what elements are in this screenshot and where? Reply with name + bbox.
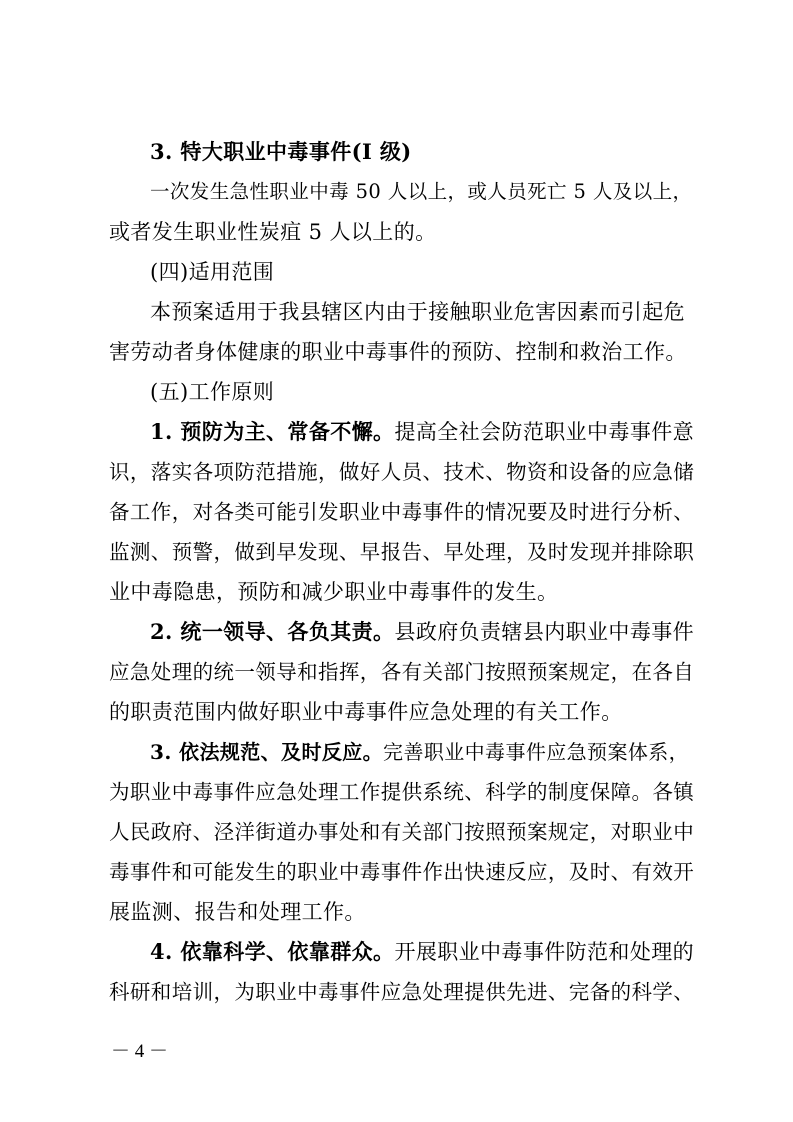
principle-3-line: 展监测、报告和处理工作。 (109, 900, 366, 924)
principle-1-line: 识，落实各项防范措施，做好人员、技术、物资和设备的应急储 (109, 460, 695, 484)
scope-body-line-2: 害劳动者身体健康的职业中毒事件的预防、控制和救治工作。 (109, 340, 687, 364)
principle-4-text: 开展职业中毒事件防范和处理的 (394, 940, 695, 964)
heading-level1-severity: 3. 特大职业中毒事件(I 级) (150, 139, 412, 164)
principle-3-line: 为职业中毒事件应急处理工作提供系统、科学的制度保障。各镇 (109, 780, 695, 804)
level1-definition-line-2: 或者发生职业性炭疽 5 人以上的。 (109, 220, 437, 244)
principle-4-title: 4. 依靠科学、依靠群众。 (150, 939, 395, 964)
principle-4-line: 科研和培训，为职业中毒事件应急处理提供先进、完备的科学、 (109, 980, 695, 1004)
scope-body-line-1: 本预案适用于我县辖区内由于接触职业危害因素而引起危 (150, 300, 685, 324)
principle-1-first-line (150, 418, 694, 446)
principle-2-title: 2. 统一领导、各负其责。 (150, 619, 395, 644)
principle-4-first-line (150, 938, 694, 966)
principle-1-line: 监测、预警，做到早发现、早报告、早处理，及时发现并排除职 (109, 540, 695, 564)
principle-1-line: 业中毒隐患，预防和减少职业中毒事件的发生。 (109, 580, 559, 604)
principle-3-text: 完善职业中毒事件应急预案体系， (383, 740, 690, 764)
principle-3-line: 毒事件和可能发生的职业中毒事件作出快速反应，及时、有效开 (109, 860, 695, 884)
principle-3-line: 人民政府、泾洋街道办事处和有关部门按照预案规定，对职业中 (109, 820, 695, 844)
principle-1-title: 1. 预防为主、常备不懈。 (150, 419, 395, 444)
section-title-principles: (五)工作原则 (150, 380, 275, 404)
principle-3-first-line (150, 738, 694, 766)
section-title-scope: (四)适用范围 (150, 260, 275, 284)
page-number: － 4 － (111, 1041, 169, 1062)
principle-2-line: 应急处理的统一领导和指挥，各有关部门按照预案规定，在各自 (109, 660, 695, 684)
principle-3-title: 3. 依法规范、及时反应。 (150, 740, 384, 764)
principle-2-text: 县政府负责辖县内职业中毒事件 (394, 620, 695, 644)
principle-1-text: 提高全社会防范职业中毒事件意 (394, 420, 695, 444)
principle-2-line: 的职责范围内做好职业中毒事件应急处理的有关工作。 (109, 700, 623, 724)
principle-2-first-line (150, 618, 694, 646)
level1-definition-line-1: 一次发生急性职业中毒 50 人以上，或人员死亡 5 人及以上， (150, 180, 693, 203)
principle-1-line: 备工作，对各类可能引发职业中毒事件的情况要及时进行分析、 (109, 500, 695, 524)
